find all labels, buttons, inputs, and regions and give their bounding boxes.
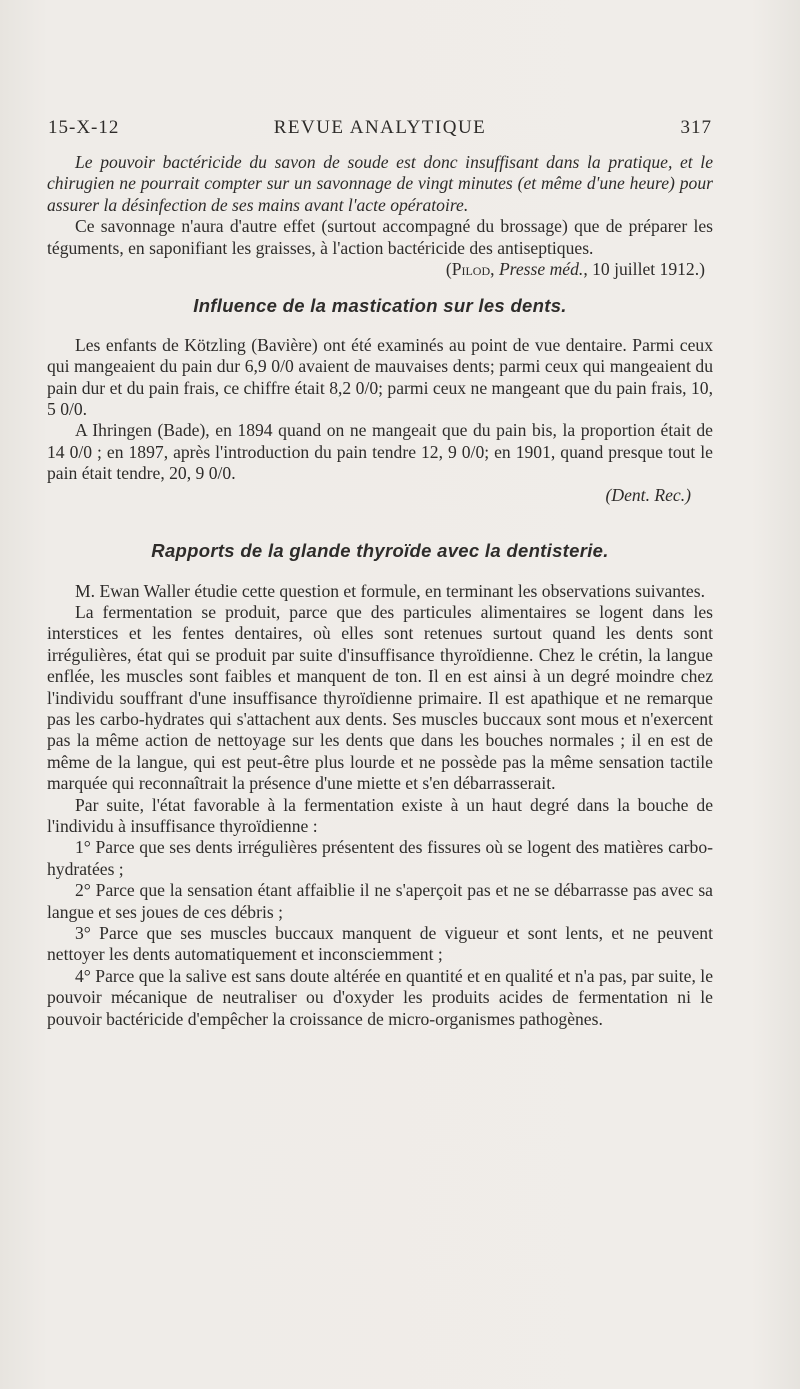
heading-mastication: Influence de la mastication sur les dents. [193, 295, 567, 317]
header-date: 15-X-12 [48, 117, 120, 138]
article3-paragraph-2: La fermentation se produit, parce que des particules alimentaires se logent dans les interstices et les fentes dentaires, où elles sont retenues surtout quand les dents sont irrégulières, état qui se produit par suite d'insuffisance thyroïdienne. Chez le crétin, la langue enflée, les muscles sont faibles et manquent de ton. Il en est ainsi à un degré moindre chez l'individu souffrant d'une insuffisance thyroïdienne primaire. Il est apathique et ne remarque pas les carbo-hydrates qui s'attachent aux dents. Ses muscles buccaux sont mous et n'exercent pas la même action de nettoyage sur les dents que dans les bouches normales ; il en est de même de la langue, qui est peut-être plus lourde et ne possède pas la même sensation tactile marquée qui reconnaîtrait la présence d'une miette et s'en débarrasserait. [47, 601, 713, 794]
heading-thyroide: Rapports de la glande thyroïde avec la dentisterie. [151, 540, 609, 562]
article1-paragraph: Ce savonnage n'aura d'autre effet (surtout accompagné du brossage) que de préparer les téguments, en saponifiant les graisses, à l'action bactéricide des antiseptiques. [47, 216, 713, 258]
citation-open: ( [445, 259, 452, 280]
article3-item-4: 4° Parce que la salive est sans doute altérée en quantité et en qualité et n'a pas, par suite, le pouvoir mécanique de neutraliser ou d'oxyder les produits acides de fermentation ni le pouvoir bactéricide d'empêcher la croissance de micro-organismes pathogènes. [47, 965, 713, 1029]
page-body [47, 152, 713, 1030]
citation-journal: Presse méd. [498, 259, 584, 280]
article1-citation: (Pilod, Presse méd., 10 juillet 1912.) [445, 259, 705, 280]
article3-item-1: 1° Parce que ses dents irrégulières présentent des fissures où se logent des matières carbo-hydratées ; [47, 837, 713, 879]
article2-paragraph-1: Les enfants de Kötzling (Bavière) ont été examinés au point de vue dentaire. Parmi ceux qui mangeaient du pain dur 6,9 0/0 avaient de mauvaises dents; parmi ceux qui mangeaient du pain dur et du pain frais, ce chiffre était 8,2 0/0; parmi ceux ne mangeant que du pain frais, 10, 5 0/0. [47, 334, 713, 420]
citation-date: , 10 juillet 1912.) [583, 259, 705, 280]
article3-item-3: 3° Parce que ses muscles buccaux manquent de vigueur et sont lents, et ne peuvent nettoyer les dents automatiquement et inconsciemment ; [47, 923, 713, 965]
running-header [48, 117, 712, 145]
header-title: REVUE ANALYTIQUE [273, 117, 487, 138]
page-number: 317 [680, 117, 712, 138]
article3-paragraph-1: M. Ewan Waller étudie cette question et formule, en terminant les observations suivantes. [75, 580, 705, 601]
article3-paragraph-3: Par suite, l'état favorable à la fermentation existe à un haut degré dans la bouche de l'individu à insuffisance thyroïdienne : [47, 794, 713, 836]
article1-conclusion: Le pouvoir bactéricide du savon de soude est donc insuffisant dans la pratique, et le chirugien ne pourrait compter sur un savonnage de vingt minutes (et même d'une heure) pour assurer la désinfection de ses mains avant l'acte opératoire. [47, 152, 713, 215]
article3-item-2: 2° Parce que la sensation étant affaiblie il ne s'aperçoit pas et ne se débarrasse pas avec sa langue et ses joues de ces débris ; [47, 880, 713, 922]
citation-author: Pilod [451, 259, 491, 280]
article2-paragraph-2: A Ihringen (Bade), en 1894 quand on ne mangeait que du pain bis, la proportion était de 14 0/0 ; en 1897, après l'introduction du pain tendre 12, 9 0/0; en 1901, quand presque tout le pain était tendre, 20, 9 0/0. [47, 420, 713, 484]
article2-citation: (Dent. Rec.) [605, 484, 691, 505]
